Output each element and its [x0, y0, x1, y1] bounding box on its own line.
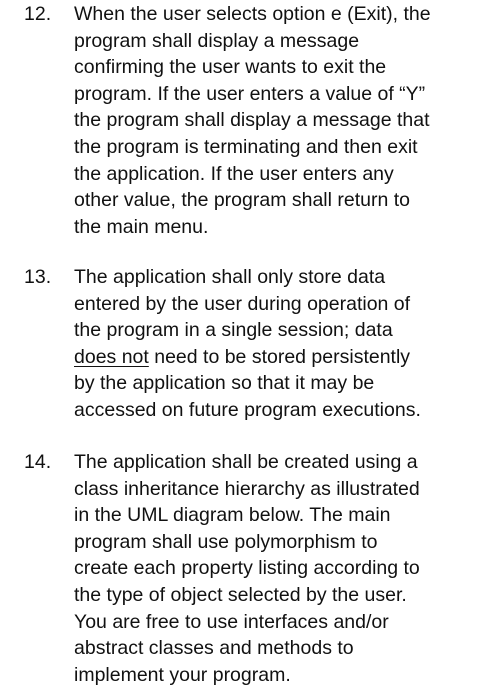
text-line: abstract classes and methods to: [74, 637, 354, 660]
text-line: the main menu.: [74, 215, 209, 238]
text-line: the type of object selected by the user.: [74, 583, 407, 606]
requirement-text: [74, 264, 484, 424]
text-line: [74, 344, 484, 371]
text-line: When the user selects option e (Exit), the: [74, 3, 431, 25]
requirement-number: 14.: [24, 451, 52, 473]
text-line: program. If the user enters a value of “Y”: [74, 82, 426, 105]
text-line: in the UML diagram below. The main: [74, 504, 391, 527]
text-line: the program in a single session; data: [74, 319, 393, 342]
requirement-number: 12.: [24, 3, 52, 25]
text-line: the program is terminating and then exit: [74, 135, 418, 158]
text-line: program shall use polymorphism to: [74, 530, 378, 553]
text-fragment: need to be stored persistently: [148, 345, 411, 368]
text-line: implement your program.: [74, 663, 291, 686]
text-line: create each property listing according to: [74, 557, 420, 580]
text-line: the program shall display a message that: [74, 109, 430, 132]
text-line: by the application so that it may be: [74, 372, 375, 395]
text-line: the application. If the user enters any: [74, 162, 394, 185]
text-line: entered by the user during operation of: [74, 292, 411, 315]
text-line: The application shall be created using a: [74, 451, 418, 473]
text-line: other value, the program shall return to: [74, 189, 411, 212]
text-line: You are free to use interfaces and/or: [74, 610, 389, 633]
text-line: confirming the user wants to exit the: [74, 56, 387, 79]
requirement-number: 13.: [24, 266, 52, 288]
requirement-text: [74, 1, 484, 240]
text-line: program shall display a message: [74, 29, 360, 52]
text-line: class inheritance hierarchy as illustrated: [74, 477, 420, 500]
requirement-text: [74, 449, 484, 688]
text-line: accessed on future program executions.: [74, 398, 421, 421]
underlined-emphasis: does not: [74, 345, 149, 368]
text-line: The application shall only store data: [74, 266, 386, 288]
